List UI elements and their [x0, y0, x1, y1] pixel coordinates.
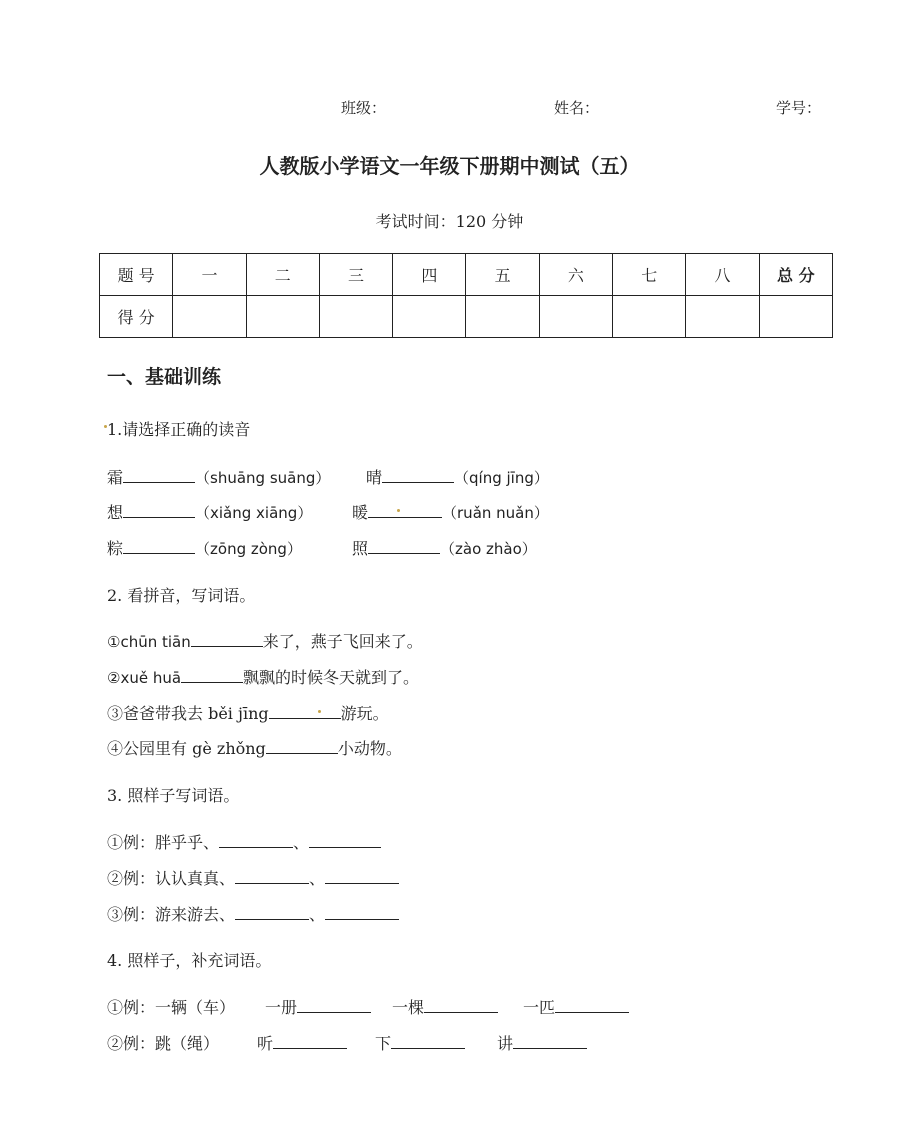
q2-item	[107, 701, 389, 724]
q3-item	[107, 830, 381, 853]
q2-prompt: ④公园里有 gè zhǒng	[107, 739, 266, 758]
q4-item	[375, 1031, 465, 1054]
answer-blank[interactable]	[325, 902, 399, 920]
q4-example: ①例：一辆（车）	[107, 998, 236, 1017]
q1-options: （zào zhào）	[440, 540, 537, 558]
q2-rest: 小动物。	[337, 739, 402, 758]
q2-prompt: ①chūn tiān	[107, 633, 191, 651]
q2-rest: 飘飘的时候冬天就到了。	[243, 668, 420, 687]
exam-time: 考试时间：120 分钟	[375, 212, 524, 231]
q2-item	[107, 629, 423, 652]
answer-blank[interactable]	[555, 995, 629, 1013]
q1-item	[352, 536, 537, 559]
header-cell: 六	[539, 254, 612, 296]
q1-options: （qíng jīng）	[454, 469, 549, 487]
answer-blank[interactable]	[391, 1031, 465, 1049]
q4-prompt: 一匹	[523, 998, 556, 1017]
answer-blank[interactable]	[382, 465, 454, 483]
separator: 、	[309, 905, 326, 924]
class-label: 班级：	[341, 99, 387, 117]
question-4-title: 4. 照样子，补充词语。	[107, 951, 272, 970]
separator: 、	[309, 869, 326, 888]
q1-char: 想	[107, 503, 124, 522]
answer-blank[interactable]	[219, 830, 293, 848]
q1-char: 晴	[366, 468, 383, 487]
header-cell: 二	[246, 254, 319, 296]
score-cell[interactable]	[319, 296, 392, 338]
q4-prompt: 一棵	[392, 998, 425, 1017]
answer-blank[interactable]	[181, 665, 243, 683]
q4-prompt: 听	[257, 1034, 274, 1053]
q4-example: ②例：跳（绳）	[107, 1034, 220, 1053]
q1-char: 照	[352, 539, 369, 558]
score-table-header-row	[100, 254, 833, 296]
q1-options: （zōng zòng）	[195, 540, 302, 558]
header-cell-total: 总 分	[759, 254, 832, 296]
q3-example: ②例：认认真真、	[107, 869, 236, 888]
q2-prompt: ②xuě huā	[107, 669, 182, 687]
answer-blank[interactable]	[297, 995, 371, 1013]
q3-item	[107, 902, 399, 925]
q1-item	[366, 465, 549, 488]
answer-blank[interactable]	[309, 830, 381, 848]
score-table	[99, 253, 833, 338]
header-cell: 三	[319, 254, 392, 296]
q1-item	[107, 465, 330, 488]
answer-blank[interactable]	[273, 1031, 347, 1049]
score-cell[interactable]	[539, 296, 612, 338]
answer-blank[interactable]	[235, 902, 309, 920]
header-cell: 七	[613, 254, 686, 296]
score-row-label: 得 分	[100, 296, 173, 338]
q1-char: 暖	[352, 503, 369, 522]
q1-char: 粽	[107, 539, 124, 558]
section-title: 一、基础训练	[107, 366, 222, 388]
question-1-title: 1.请选择正确的读音	[107, 420, 251, 439]
answer-blank[interactable]	[123, 465, 195, 483]
q1-options: （ruǎn nuǎn）	[442, 504, 549, 522]
answer-blank[interactable]	[235, 866, 309, 884]
answer-blank[interactable]	[325, 866, 399, 884]
answer-blank[interactable]	[191, 629, 263, 647]
q1-item	[107, 500, 312, 523]
q3-example: ①例：胖乎乎、	[107, 833, 220, 852]
q4-prompt: 一册	[265, 998, 298, 1017]
student-id-label: 学号：	[776, 99, 822, 117]
page-title: 人教版小学语文一年级下册期中测试（五）	[259, 154, 640, 178]
header-cell: 一	[173, 254, 246, 296]
answer-blank[interactable]	[269, 701, 341, 719]
score-cell[interactable]	[393, 296, 466, 338]
q1-item	[352, 500, 549, 523]
q2-rest: 游玩。	[340, 704, 389, 723]
q4-prompt: 下	[375, 1034, 392, 1053]
score-cell[interactable]	[613, 296, 686, 338]
answer-blank[interactable]	[424, 995, 498, 1013]
q2-item	[107, 736, 402, 759]
q1-options: （shuāng suāng）	[195, 469, 331, 487]
score-cell[interactable]	[246, 296, 319, 338]
score-cell[interactable]	[466, 296, 539, 338]
q4-item	[523, 995, 629, 1018]
q3-item	[107, 866, 399, 889]
q4-item	[257, 1031, 347, 1054]
name-label: 姓名：	[554, 99, 600, 117]
q2-item	[107, 665, 419, 688]
answer-blank[interactable]	[368, 500, 442, 518]
q2-prompt: ③爸爸带我去 běi jīng	[107, 704, 269, 723]
q3-example: ③例：游来游去、	[107, 905, 236, 924]
q4-item	[392, 995, 498, 1018]
answer-blank[interactable]	[368, 536, 440, 554]
question-2-title: 2. 看拼音，写词语。	[107, 586, 256, 605]
score-cell[interactable]	[686, 296, 759, 338]
header-cell: 五	[466, 254, 539, 296]
question-3-title: 3. 照样子写词语。	[107, 786, 240, 805]
header-cell: 八	[686, 254, 759, 296]
header-cell: 四	[393, 254, 466, 296]
score-table-score-row	[100, 296, 833, 338]
answer-blank[interactable]	[266, 736, 338, 754]
score-cell[interactable]	[759, 296, 832, 338]
q4-item	[265, 995, 371, 1018]
q1-char: 霜	[107, 468, 124, 487]
answer-blank[interactable]	[513, 1031, 587, 1049]
answer-blank[interactable]	[123, 536, 195, 554]
q4-prompt: 讲	[497, 1034, 514, 1053]
q4-item	[497, 1031, 587, 1054]
q2-rest: 来了，燕子飞回来了。	[262, 632, 423, 651]
separator: 、	[293, 833, 310, 852]
q1-item	[107, 536, 302, 559]
q1-options: （xiǎng xiāng）	[195, 504, 313, 522]
header-cell: 题 号	[100, 254, 173, 296]
answer-blank[interactable]	[123, 500, 195, 518]
score-cell[interactable]	[173, 296, 246, 338]
